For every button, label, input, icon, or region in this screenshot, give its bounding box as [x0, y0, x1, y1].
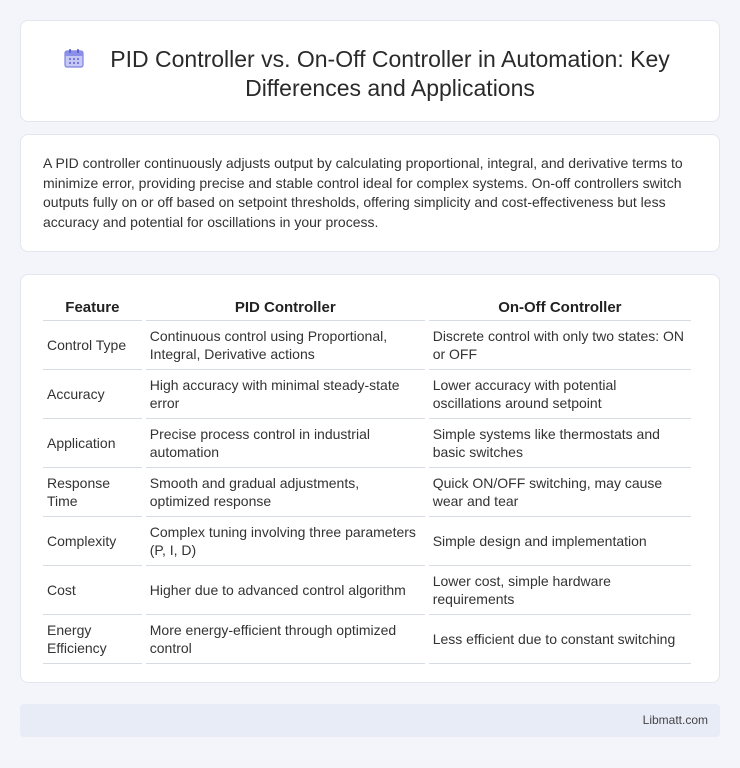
title-card	[20, 20, 720, 122]
feature-cell: Application	[43, 419, 142, 468]
feature-cell: Cost	[43, 566, 142, 615]
pid-cell: Higher due to advanced control algorithm	[146, 566, 425, 615]
onoff-cell: Simple design and implementation	[429, 517, 691, 566]
feature-cell: Control Type	[43, 321, 142, 370]
pid-cell: Precise process control in industrial automation	[146, 419, 425, 468]
table-row	[43, 566, 691, 615]
pid-cell: High accuracy with minimal steady-state error	[146, 370, 425, 419]
onoff-cell: Simple systems like thermostats and basic switches	[429, 419, 691, 468]
table-row	[43, 468, 691, 517]
onoff-cell: Lower accuracy with potential oscillations around setpoint	[429, 370, 691, 419]
page-title: PID Controller vs. On-Off Controller in Automation: Key Differences and Applications	[110, 46, 670, 101]
pid-cell: Continuous control using Proportional, Integral, Derivative actions	[146, 321, 425, 370]
header-pid: PID Controller	[146, 293, 425, 321]
onoff-cell: Discrete control with only two states: ON or OFF	[429, 321, 691, 370]
table-row	[43, 419, 691, 468]
summary-card	[20, 134, 720, 252]
onoff-cell: Lower cost, simple hardware requirements	[429, 566, 691, 615]
header-onoff: On-Off Controller	[429, 293, 691, 321]
header-feature: Feature	[43, 293, 142, 321]
feature-cell: Complexity	[43, 517, 142, 566]
onoff-cell: Less efficient due to constant switching	[429, 615, 691, 664]
table-row	[43, 370, 691, 419]
footer-site-label: Libmatt.com	[642, 713, 708, 727]
onoff-cell: Quick ON/OFF switching, may cause wear and tear	[429, 468, 691, 517]
table-header-row	[43, 293, 691, 321]
feature-cell: Response Time	[43, 468, 142, 517]
pid-cell: More energy-efficient through optimized control	[146, 615, 425, 664]
table-row	[43, 615, 691, 664]
footer-bar	[20, 704, 720, 737]
pid-cell: Complex tuning involving three parameters (P, I, D)	[146, 517, 425, 566]
summary-paragraph: A PID controller continuously adjusts output by calculating proportional, integral, and derivative terms to minimize error, providing precise and stable control ideal for complex systems. On-off controllers switch outputs fully on or off based on setpoint thresholds, offering simplicity and cost-effectiveness but less accuracy and potential for oscillations in your process.	[43, 155, 683, 230]
table-row	[43, 517, 691, 566]
comparison-table	[39, 293, 695, 664]
table-row	[43, 321, 691, 370]
pid-cell: Smooth and gradual adjustments, optimized response	[146, 468, 425, 517]
feature-cell: Accuracy	[43, 370, 142, 419]
feature-cell: Energy Efficiency	[43, 615, 142, 664]
comparison-card	[20, 274, 720, 683]
